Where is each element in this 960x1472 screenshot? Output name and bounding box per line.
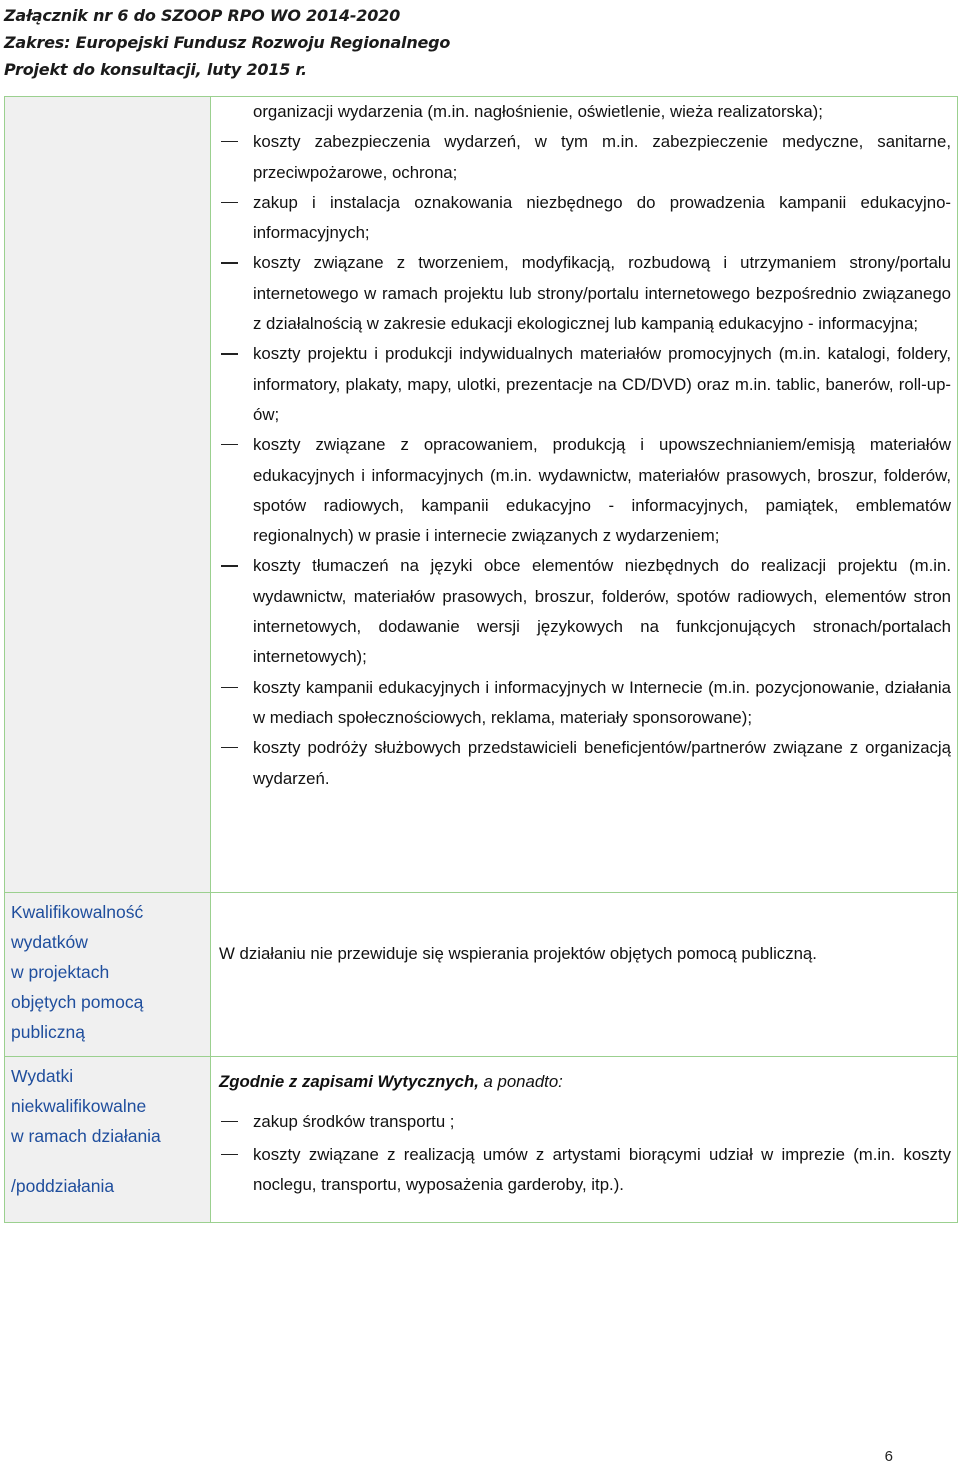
dash-bullet-icon xyxy=(221,141,238,142)
row-content-ineligible-costs xyxy=(211,1057,958,1223)
table-row-eligible-costs xyxy=(5,97,958,893)
header-line-2: Zakres: Europejski Fundusz Rozwoju Regionalnego xyxy=(4,33,451,52)
row-label-empty xyxy=(5,97,211,893)
eligible-costs-list xyxy=(219,127,951,794)
state-aid-text: W działaniu nie przewiduje się wspierania projektów objętych pomocą publiczną. xyxy=(219,944,817,963)
label-line: objętych pomocą xyxy=(11,992,144,1012)
list-item: koszty związane z tworzeniem, modyfikacją, rozbudową i utrzymaniem strony/portalu internetowego w ramach projektu lub strony/portalu internetowego bezpośrednio związanego z działalnością w zakresie edukacji ekologicznej lub kampanią edukacyjno - informacyjna; xyxy=(219,248,951,339)
label-line: Kwalifikowalność xyxy=(11,902,144,922)
list-item: zakup środków transportu ; xyxy=(219,1107,951,1137)
dash-bullet-icon xyxy=(221,202,238,203)
label-line: w ramach działania xyxy=(11,1126,161,1146)
label-line: publiczną xyxy=(11,1022,85,1042)
dash-bullet-icon xyxy=(221,444,238,445)
list-item: zakup i instalacja oznakowania niezbędnego do prowadzenia kampanii edukacyjno-informacyjnych; xyxy=(219,188,951,249)
list-item: koszty kampanii edukacyjnych i informacyjnych w Internecie (m.in. pozycjonowanie, działania w mediach społecznościowych, reklama, materiały sponsorowane); xyxy=(219,673,951,734)
list-item: koszty podróży służbowych przedstawicieli beneficjentów/partnerów związane z organizacją wydarzeń. xyxy=(219,733,951,794)
dash-bullet-icon xyxy=(221,747,238,748)
header-line-3: Projekt do konsultacji, luty 2015 r. xyxy=(4,60,307,79)
ineligible-costs-list xyxy=(219,1107,951,1200)
list-item: koszty projektu i produkcji indywidualnych materiałów promocyjnych (m.in. katalogi, foldery, informatory, plakaty, mapy, ulotki, prezentacje na CD/DVD) oraz m.in. tablic, banerów, roll-up-ów; xyxy=(219,339,951,430)
intro-text: Zgodnie z zapisami Wytycznych, a ponadto: xyxy=(219,1072,563,1091)
dash-bullet-icon xyxy=(221,262,238,263)
list-item: koszty zabezpieczenia wydarzeń, w tym m.in. zabezpieczenie medyczne, sanitarne, przeciwpożarowe, ochrona; xyxy=(219,127,951,188)
dash-bullet-icon xyxy=(221,1121,238,1122)
header-line-1: Załącznik nr 6 do SZOOP RPO WO 2014-2020 xyxy=(4,6,401,25)
dash-bullet-icon xyxy=(221,353,238,354)
list-item: koszty związane z realizacją umów z artystami biorącymi udział w imprezie (m.in. koszty noclegu, transportu, wyposażenia garderoby, itp.). xyxy=(219,1140,951,1201)
list-item: koszty tłumaczeń na języki obce elementów niezbędnych do realizacji projektu (m.in. wydawnictw, materiałów prasowych, broszur, folderów, spotów radiowych, elementów stron internetowych, dodawanie wersji językowych na funkcjonujących stronach/portalach internetowych); xyxy=(219,551,951,672)
table-row-state-aid xyxy=(5,893,958,1057)
row-label-ineligible-costs xyxy=(5,1057,211,1223)
page-number: 6 xyxy=(884,1448,893,1465)
row-content-state-aid xyxy=(211,893,958,1057)
dash-bullet-icon xyxy=(221,687,238,688)
row-label-state-aid xyxy=(5,893,211,1057)
label-line: wydatków xyxy=(11,932,88,952)
list-item: koszty związane z opracowaniem, produkcją i upowszechnianiem/emisją materiałów edukacyjnych i informacyjnych (m.in. wydawnictw, materiałów prasowych, broszur, folderów, spotów radiowych, kampanii edukacyjno - informacyjnych, pamiątek, emblematów regionalnych) w prasie i internecie związanych z wydarzeniem; xyxy=(219,430,951,551)
table-row-ineligible-costs xyxy=(5,1057,958,1223)
row-content-eligible-costs xyxy=(211,97,958,893)
label-line: w projektach xyxy=(11,962,110,982)
dash-bullet-icon xyxy=(221,565,238,566)
continuation-text: organizacji wydarzenia (m.in. nagłośnienie, oświetlenie, wieża realizatorska); xyxy=(253,102,823,121)
criteria-table xyxy=(4,96,958,1223)
label-line: /poddziałania xyxy=(11,1176,115,1196)
label-line: niekwalifikowalne xyxy=(11,1096,147,1116)
dash-bullet-icon xyxy=(221,1154,238,1155)
label-line: Wydatki xyxy=(11,1066,74,1086)
page-header xyxy=(4,2,450,83)
